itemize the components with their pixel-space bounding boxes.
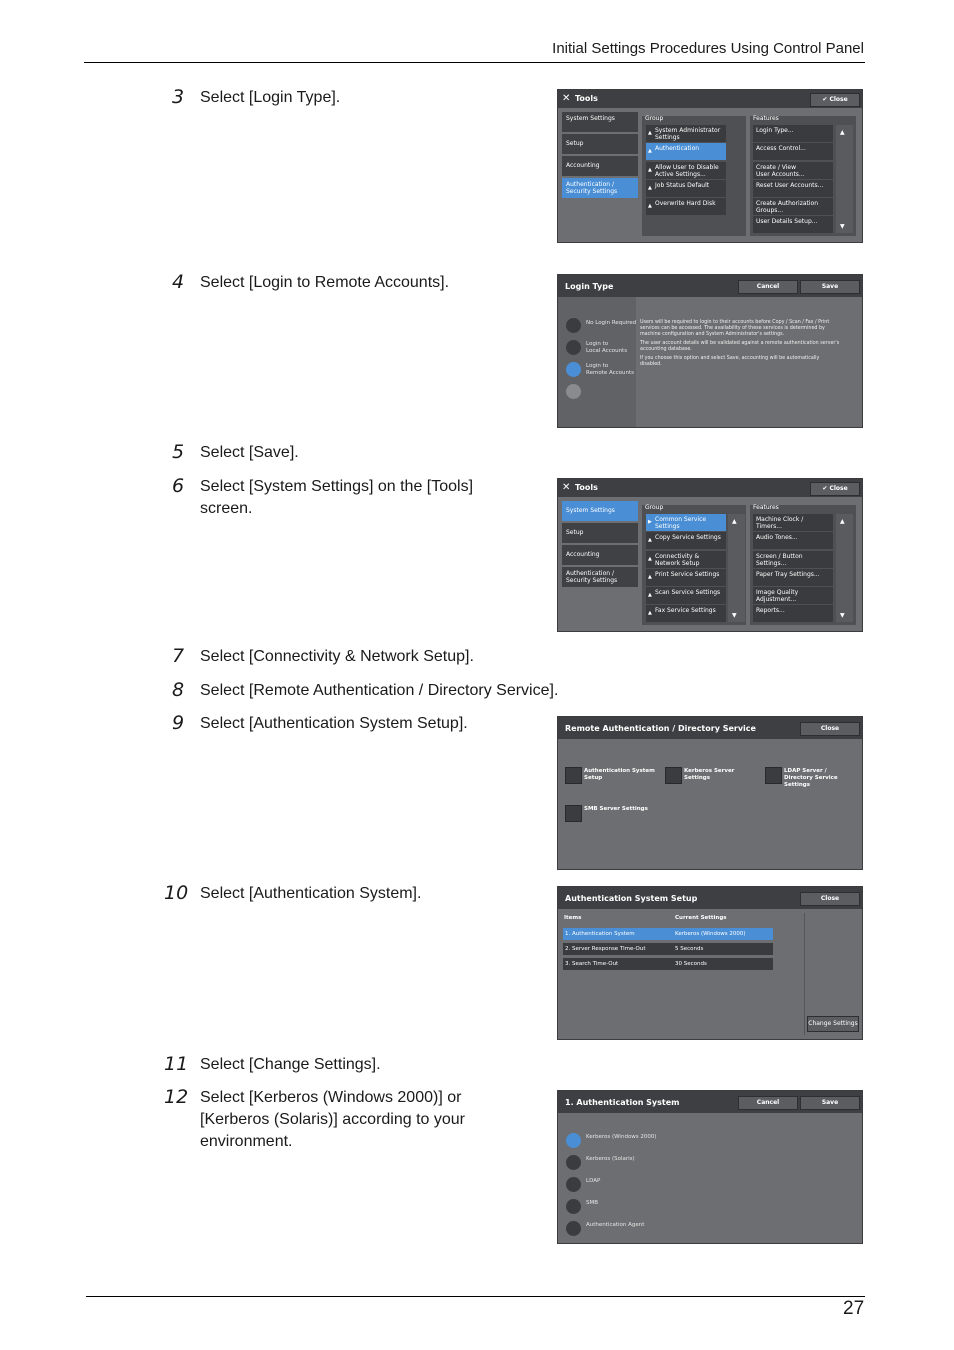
radio-label: No Login Required bbox=[586, 320, 637, 326]
radio-label: Kerberos (Solaris) bbox=[586, 1156, 635, 1162]
button-label: LDAP Server / Directory Service Settings bbox=[784, 768, 838, 788]
kerberos-server-button[interactable] bbox=[665, 767, 682, 784]
close-label: Close bbox=[829, 96, 848, 103]
feature-item[interactable]: Machine Clock / Timers... bbox=[753, 514, 833, 531]
title-bar bbox=[558, 275, 862, 297]
smb-server-button[interactable] bbox=[565, 805, 582, 822]
group-pane bbox=[642, 116, 746, 236]
feature-item[interactable]: Paper Tray Settings... bbox=[753, 569, 833, 586]
step-number: 11 bbox=[164, 1053, 189, 1075]
group-item-label: Connectivity & Network Setup bbox=[655, 553, 700, 567]
scroll-down-icon[interactable]: ▼ bbox=[840, 223, 845, 230]
radio-kerberos-windows[interactable] bbox=[566, 1133, 581, 1148]
arrow-icon: ▲ bbox=[648, 574, 652, 580]
sidebar-item-accounting[interactable]: Accounting bbox=[562, 545, 638, 565]
radio-kerberos-solaris[interactable] bbox=[566, 1155, 581, 1170]
step-number: 10 bbox=[164, 882, 189, 904]
save-button[interactable]: Save bbox=[800, 1096, 860, 1110]
scroll-up-icon[interactable]: ▲ bbox=[840, 518, 845, 525]
group-item-label: System Administrator Settings bbox=[655, 127, 721, 141]
group-item-connectivity[interactable] bbox=[646, 551, 726, 568]
button-label: SMB Server Settings bbox=[584, 806, 648, 812]
screen-title: Tools bbox=[575, 483, 598, 492]
group-item[interactable] bbox=[646, 532, 726, 549]
row-item: 1. Authentication System bbox=[565, 931, 635, 937]
radio-no-login[interactable] bbox=[566, 318, 581, 333]
feature-item[interactable]: Reset User Accounts... bbox=[753, 180, 833, 197]
radio-label: Login to Local Accounts bbox=[586, 341, 628, 354]
group-item[interactable] bbox=[646, 587, 726, 604]
description bbox=[640, 320, 840, 368]
screenshot-remote-authentication bbox=[557, 716, 863, 870]
table-row[interactable] bbox=[563, 943, 773, 955]
step-number: 6 bbox=[172, 475, 185, 497]
screen-title: 1. Authentication System bbox=[565, 1098, 680, 1107]
feature-item[interactable]: Create / View User Accounts... bbox=[753, 162, 833, 179]
arrow-icon: ▲ bbox=[648, 167, 652, 173]
scroll-down-icon[interactable]: ▼ bbox=[840, 612, 845, 619]
sidebar-item-authentication-security[interactable]: Authentication / Security Settings bbox=[562, 567, 638, 587]
ldap-server-button[interactable] bbox=[765, 767, 782, 784]
step-text: Select [Change Settings]. bbox=[200, 1056, 381, 1073]
group-item[interactable] bbox=[646, 198, 726, 215]
close-button[interactable]: Close bbox=[800, 722, 860, 736]
sidebar-item-setup[interactable]: Setup bbox=[562, 523, 638, 543]
radio-label: Authentication Agent bbox=[586, 1222, 645, 1228]
step-number: 8 bbox=[172, 679, 185, 701]
feature-item[interactable]: Access Control... bbox=[753, 143, 833, 160]
step-text-continued: screen. bbox=[200, 500, 253, 517]
close-label: Close bbox=[829, 485, 848, 492]
step-text: Select [Remote Authentication / Directory Service]. bbox=[200, 682, 559, 699]
radio-label: Kerberos (Windows 2000) bbox=[586, 1134, 657, 1140]
group-item-label: Job Status Default bbox=[655, 182, 710, 189]
arrow-icon: ▲ bbox=[648, 130, 652, 136]
step-text-continued: environment. bbox=[200, 1133, 293, 1150]
button-label: Kerberos Server Settings bbox=[684, 768, 735, 781]
group-item[interactable] bbox=[646, 180, 726, 197]
feature-item[interactable]: Audio Tones... bbox=[753, 532, 833, 549]
description-para: The user account details will be validated against a remote authentication server's accounting database. bbox=[640, 341, 840, 352]
group-item[interactable] bbox=[646, 569, 726, 586]
step-text: Select [Authentication System Setup]. bbox=[200, 715, 468, 732]
arrow-icon: ▲ bbox=[648, 203, 652, 209]
page-number: 27 bbox=[843, 1298, 865, 1319]
feature-item[interactable]: Screen / Button Settings... bbox=[753, 551, 833, 568]
save-button[interactable]: Save bbox=[800, 280, 860, 294]
close-button[interactable] bbox=[810, 93, 860, 107]
screenshot-tools-system-settings bbox=[557, 478, 863, 632]
title-bar bbox=[558, 717, 862, 739]
scrollbar[interactable] bbox=[836, 514, 853, 622]
row-value: Kerberos (Windows 2000) bbox=[675, 931, 746, 937]
radio-label: SMB bbox=[586, 1200, 599, 1206]
table-row-authentication-system[interactable] bbox=[563, 928, 773, 940]
button-label: Authentication System Setup bbox=[584, 768, 655, 781]
sidebar-item-system-settings[interactable]: System Settings bbox=[562, 112, 638, 132]
title-bar bbox=[558, 479, 862, 497]
screenshot-tools-authentication bbox=[557, 89, 863, 243]
group-item[interactable] bbox=[646, 162, 726, 179]
group-item[interactable] bbox=[646, 605, 726, 622]
row-item: 2. Server Response Time-Out bbox=[565, 946, 646, 952]
scroll-down-icon[interactable]: ▼ bbox=[732, 612, 737, 619]
features-pane bbox=[750, 116, 856, 236]
group-item-label: Overwrite Hard Disk bbox=[655, 200, 716, 207]
group-item-label: Authentication bbox=[655, 145, 700, 152]
tools-icon: ✕ bbox=[562, 482, 571, 493]
screenshot-auth-system-setup bbox=[557, 886, 863, 1040]
step-text: Select [System Settings] on the [Tools] bbox=[200, 478, 474, 495]
radio-disabled bbox=[566, 384, 581, 399]
scrollbar[interactable] bbox=[728, 514, 745, 622]
step-number: 12 bbox=[164, 1086, 189, 1108]
features-pane bbox=[750, 505, 856, 625]
screenshot-authentication-system bbox=[557, 1090, 863, 1244]
divider bbox=[804, 913, 805, 1035]
radio-authentication-agent[interactable] bbox=[566, 1221, 581, 1236]
group-item-label: Common Service Settings bbox=[655, 516, 707, 530]
close-button[interactable] bbox=[810, 482, 860, 496]
screen-title: Authentication System Setup bbox=[565, 894, 698, 903]
group-item-label: Allow User to Disable Active Settings... bbox=[655, 164, 719, 178]
step-text: Select [Login Type]. bbox=[200, 89, 341, 106]
radio-remote-accounts[interactable] bbox=[566, 362, 581, 377]
row-value: 5 Seconds bbox=[675, 946, 704, 952]
title-bar bbox=[558, 887, 862, 909]
step-text: Select [Login to Remote Accounts]. bbox=[200, 274, 450, 291]
description-para: If you choose this option and select Save, accounting will be automatically disabled. bbox=[640, 356, 820, 367]
scroll-up-icon[interactable]: ▲ bbox=[732, 518, 737, 525]
scroll-up-icon[interactable]: ▲ bbox=[840, 129, 845, 136]
footer-rule bbox=[86, 1296, 865, 1297]
radio-label: Login to Remote Accounts bbox=[586, 363, 635, 376]
step-number: 3 bbox=[172, 86, 185, 108]
cancel-button[interactable]: Cancel bbox=[738, 1096, 798, 1110]
group-item-label: Scan Service Settings bbox=[655, 589, 721, 596]
feature-item[interactable]: Image Quality Adjustment... bbox=[753, 587, 833, 604]
feature-item[interactable]: User Details Setup... bbox=[753, 216, 833, 233]
title-bar bbox=[558, 90, 862, 108]
title-bar bbox=[558, 1091, 862, 1113]
group-item-authentication[interactable] bbox=[646, 143, 726, 160]
feature-item[interactable]: Create Authorization Groups... bbox=[753, 198, 833, 215]
table-row[interactable] bbox=[563, 958, 773, 970]
group-item-label: Copy Service Settings bbox=[655, 534, 721, 541]
row-item: 3. Search Time-Out bbox=[565, 961, 619, 967]
check-icon: ✔ bbox=[822, 96, 830, 103]
step-text: Select [Kerberos (Windows 2000)] or bbox=[200, 1089, 462, 1106]
cancel-button[interactable]: Cancel bbox=[738, 280, 798, 294]
radio-smb[interactable] bbox=[566, 1199, 581, 1214]
sidebar-item-authentication-security[interactable]: Authentication / Security Settings bbox=[562, 178, 638, 198]
arrow-icon: ▲ bbox=[648, 610, 652, 616]
screen-title: Remote Authentication / Directory Service bbox=[565, 724, 756, 733]
step-number: 4 bbox=[172, 271, 185, 293]
close-button[interactable]: Close bbox=[800, 892, 860, 906]
tools-icon: ✕ bbox=[562, 93, 571, 104]
screen-title: Login Type bbox=[565, 282, 614, 291]
arrow-icon: ▶ bbox=[648, 519, 652, 525]
sidebar-item-system-settings[interactable]: System Settings bbox=[562, 501, 638, 521]
change-settings-button[interactable]: Change Settings bbox=[807, 1016, 859, 1032]
auth-system-setup-button[interactable] bbox=[565, 767, 582, 784]
step-number: 7 bbox=[172, 645, 185, 667]
description-para: Users will be required to login to their accounts before Copy / Scan / Fax / Print services can be accessed. The availability of these services is determined by machine configuration and System Administrator's settings. bbox=[640, 320, 830, 337]
group-item-label: Print Service Settings bbox=[655, 571, 720, 578]
group-item-common-service[interactable] bbox=[646, 514, 726, 531]
step-text: Select [Authentication System]. bbox=[200, 885, 422, 902]
sidebar-item-setup[interactable]: Setup bbox=[562, 134, 638, 154]
arrow-icon: ▲ bbox=[648, 148, 652, 154]
step-text-continued: [Kerberos (Solaris)] according to your bbox=[200, 1111, 465, 1128]
radio-ldap[interactable] bbox=[566, 1177, 581, 1192]
feature-item[interactable]: Reports... bbox=[753, 605, 833, 622]
screenshot-login-type bbox=[557, 274, 863, 428]
feature-item-login-type[interactable]: Login Type... bbox=[753, 125, 833, 142]
header-rule bbox=[84, 62, 865, 63]
radio-local-accounts[interactable] bbox=[566, 340, 581, 355]
group-item-label: Fax Service Settings bbox=[655, 607, 716, 614]
column-header-items: Items bbox=[564, 915, 582, 921]
group-pane bbox=[642, 505, 746, 625]
radio-label: LDAP bbox=[586, 1178, 601, 1184]
sidebar-item-accounting[interactable]: Accounting bbox=[562, 156, 638, 176]
step-number: 5 bbox=[172, 441, 185, 463]
step-text: Select [Connectivity & Network Setup]. bbox=[200, 648, 474, 665]
arrow-icon: ▲ bbox=[648, 537, 652, 543]
step-text: Select [Save]. bbox=[200, 444, 299, 461]
column-header-current: Current Settings bbox=[675, 915, 727, 921]
group-header: Group bbox=[645, 504, 664, 511]
step-number: 9 bbox=[172, 712, 185, 734]
features-header: Features bbox=[753, 115, 779, 122]
arrow-icon: ▲ bbox=[648, 185, 652, 191]
arrow-icon: ▲ bbox=[648, 592, 652, 598]
running-header: Initial Settings Procedures Using Control Panel bbox=[552, 40, 864, 57]
row-value: 30 Seconds bbox=[675, 961, 707, 967]
features-header: Features bbox=[753, 504, 779, 511]
group-header: Group bbox=[645, 115, 664, 122]
check-icon: ✔ bbox=[822, 485, 830, 492]
scrollbar[interactable] bbox=[836, 125, 853, 233]
arrow-icon: ▲ bbox=[648, 556, 652, 562]
screen-title: Tools bbox=[575, 94, 598, 103]
group-item[interactable] bbox=[646, 125, 726, 142]
